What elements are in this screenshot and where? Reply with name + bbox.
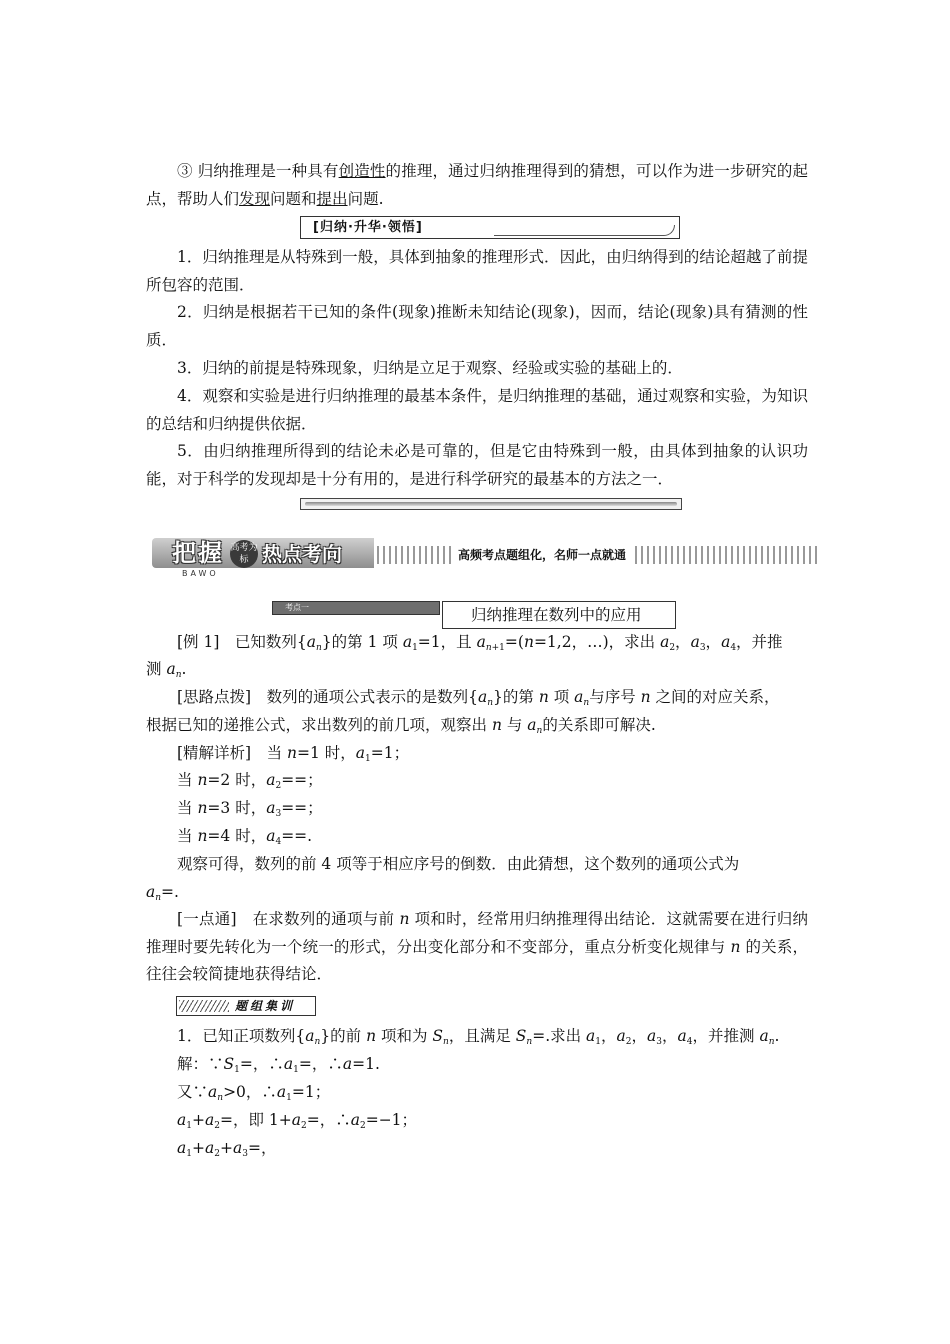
drill-answer-line: 解：$\because S_1=$，$\therefore a_1=$，∴a=1. <box>177 1055 380 1075</box>
banner-tagline: 高频考点题组化，名师一点就通 <box>452 544 632 566</box>
observation-line: 观察可得，数列的前 4 项等于相应序号的倒数．由此猜想，这个数列的通项公式为 <box>177 855 740 873</box>
drill-answer-line: 又$\because a_n>0$，$\therefore a_1=1$； <box>177 1083 331 1103</box>
summary-item: 2．归纳是根据若干已知的条件(现象)推断未知结论(现象)，因而，结论(现象)具有猜测的性质． <box>146 303 808 349</box>
observation-line-cont: $a_n=$. <box>146 883 179 903</box>
tip-paragraph: [一点通] 在求数列的通项与前 n 项和时，经常用归纳推理得出结论．这就需要在进行归纳推理时要先转化为一个统一的形式，分出变化部分和不变部分，重点分析变化规律与 n 的关系，往往会较简捷地获得结论． <box>146 910 808 983</box>
hint-line: [思路点拨] 数列的通项公式表示的是数列$\{a_n\}$的第 n 项 $a_n$与序号 n 之间的对应关系， <box>177 688 780 708</box>
banner-subtitle: 热点考向 <box>262 542 342 566</box>
section-banner <box>152 536 820 582</box>
topic-tag: 考点一 <box>272 601 440 615</box>
summary-item: 4．观察和实验是进行归纳推理的最基本条件，是归纳推理的基础，通过观察和实验，为知识的总结和归纳提供依据． <box>146 387 808 433</box>
drill-question: 1．已知正项数列$\{a_n\}$的前 n 项和为 $S_n$，且满足 $S_n=$.求出 $a_1$，$a_2$，$a_3$，$a_4$，并推测 $a_n$. <box>177 1027 780 1047</box>
drill-answer-line: $a_1+a_2=$，即 $1+a_2=$，$\therefore a_2=-1$； <box>177 1111 418 1131</box>
summary-item: 5．由归纳推理所得到的结论未必是可靠的，但是它由特殊到一般，由具体到抽象的认识功能，对于科学的发现却是十分有用的，是进行科学研究的最基本的方法之一． <box>146 442 808 488</box>
intro-paragraph: ③ 归纳推理是一种具有创造性的推理，通过归纳推理得到的猜想，可以作为进一步研究的起点，帮助人们发现问题和提出问题. <box>146 162 808 208</box>
example-statement: [例 1] 已知数列$\{a_n\}$的第 1 项 $a_1=1$，且 $a_{n+1}=(n=1,2$，…)，求出 $a_2$，$a_3$，$a_4$，并推 <box>177 633 783 653</box>
example-statement-cont: 测 $a_n$. <box>146 660 187 680</box>
drill-answer-line: $a_1+a_2+a_3=$， <box>177 1139 277 1159</box>
section-end-bar <box>300 498 682 510</box>
topic-title: 归纳推理在数列中的应用 <box>442 601 676 629</box>
banner-circle-badge: 高考为标 <box>230 540 258 568</box>
banner-title: 把握 <box>172 539 224 567</box>
drill-heading: 题组集训 <box>176 996 316 1016</box>
summary-heading: [归纳·升华·领悟] <box>300 216 680 239</box>
topic-header <box>272 601 676 629</box>
solution-line: 当 n=2 时，$a_2==$； <box>177 771 323 791</box>
swoosh-decoration <box>494 225 675 236</box>
solution-line: 当 n=3 时，$a_3==$； <box>177 799 323 819</box>
summary-item: 3．归纳的前提是特殊现象，归纳是立足于观察、经验或实验的基础上的． <box>177 359 683 377</box>
summary-item: 1．归纳推理是从特殊到一般，具体到抽象的推理形式．因此，由归纳得到的结论超越了前提所包容的范围． <box>146 248 808 294</box>
hatch-decoration <box>179 1000 229 1012</box>
solution-line: 当 n=4 时，$a_4==$. <box>177 827 313 847</box>
banner-pinyin: BAWO <box>182 569 219 578</box>
solution-line: [精解详析] 当 n=1 时，$a_1=1$； <box>177 744 410 764</box>
hint-line-cont: 根据已知的递推公式，求出数列的前几项，观察出 n 与 $a_n$的关系即可解决. <box>146 716 656 736</box>
